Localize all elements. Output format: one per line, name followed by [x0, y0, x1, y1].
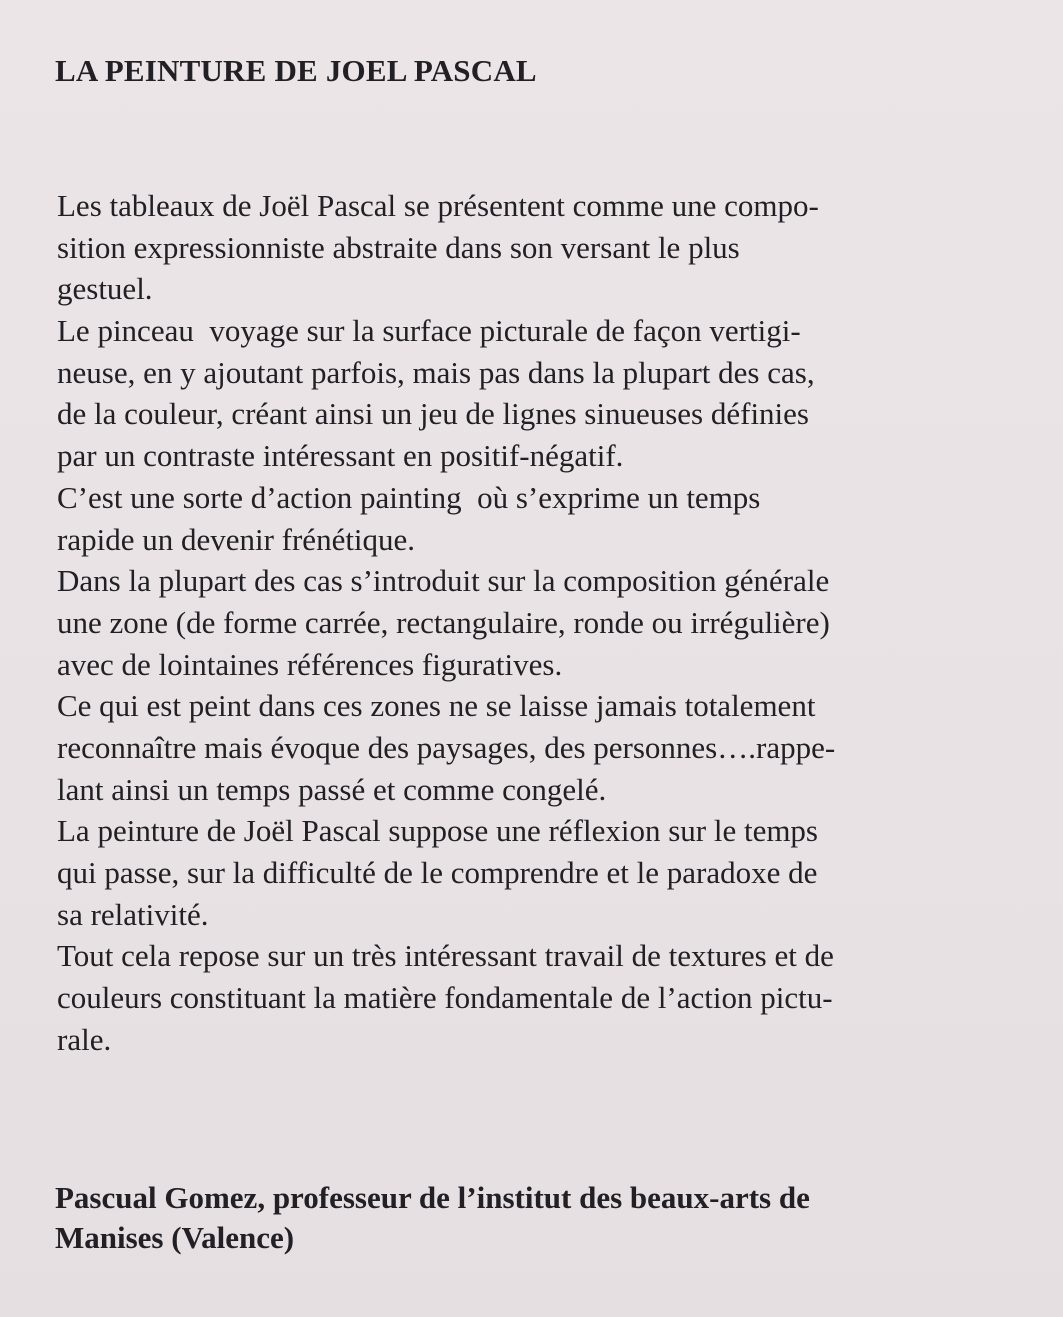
body-line: neuse, en y ajoutant parfois, mais pas dans la plupart des cas, — [57, 354, 815, 390]
body-text — [57, 185, 1037, 1060]
document-title: LA PEINTURE DE JOEL PASCAL — [55, 53, 537, 88]
body-line: Le pinceau voyage sur la surface picturale de façon vertigi- — [57, 313, 801, 349]
body-line: C’est une sorte d’action painting où s’exprime un temps — [57, 479, 761, 515]
body-line: Les tableaux de Joël Pascal se présentent comme une compo- — [57, 188, 819, 223]
body-line: lant ainsi un temps passé et comme congelé. — [57, 771, 607, 807]
body-line: Dans la plupart des cas s’introduit sur la composition générale — [57, 563, 830, 599]
body-line: rale. — [57, 1021, 112, 1057]
body-line: qui passe, sur la difficulté de le comprendre et le paradoxe de — [57, 855, 818, 890]
body-line: couleurs constituant la matière fondamentale de l’action pictu- — [57, 980, 833, 1016]
author-signature — [55, 1178, 1045, 1258]
signature-line: Manises (Valence) — [55, 1220, 295, 1255]
body-line: gestuel. — [57, 271, 153, 307]
body-line: par un contraste intéressant en positif-négatif. — [57, 438, 624, 474]
body-line: avec de lointaines références figuratives. — [57, 646, 563, 682]
body-line: sa relativité. — [57, 896, 209, 932]
body-line: rapide un devenir frénétique. — [57, 521, 416, 557]
body-line: Tout cela repose sur un très intéressant travail de textures et de — [57, 938, 834, 974]
body-line: reconnaître mais évoque des paysages, des personnes….rappe- — [57, 729, 836, 765]
body-line: Ce qui est peint dans ces zones ne se laisse jamais totalement — [57, 688, 816, 724]
body-line: une zone (de forme carrée, rectangulaire, ronde ou irrégulière) — [57, 604, 830, 640]
body-line: de la couleur, créant ainsi un jeu de lignes sinueuses définies — [57, 396, 809, 432]
body-line: La peinture de Joël Pascal suppose une réflexion sur le temps — [57, 813, 818, 849]
body-line: sition expressionniste abstraite dans son versant le plus — [57, 229, 740, 265]
signature-line: Pascual Gomez, professeur de l’institut des beaux-arts de — [55, 1180, 810, 1215]
